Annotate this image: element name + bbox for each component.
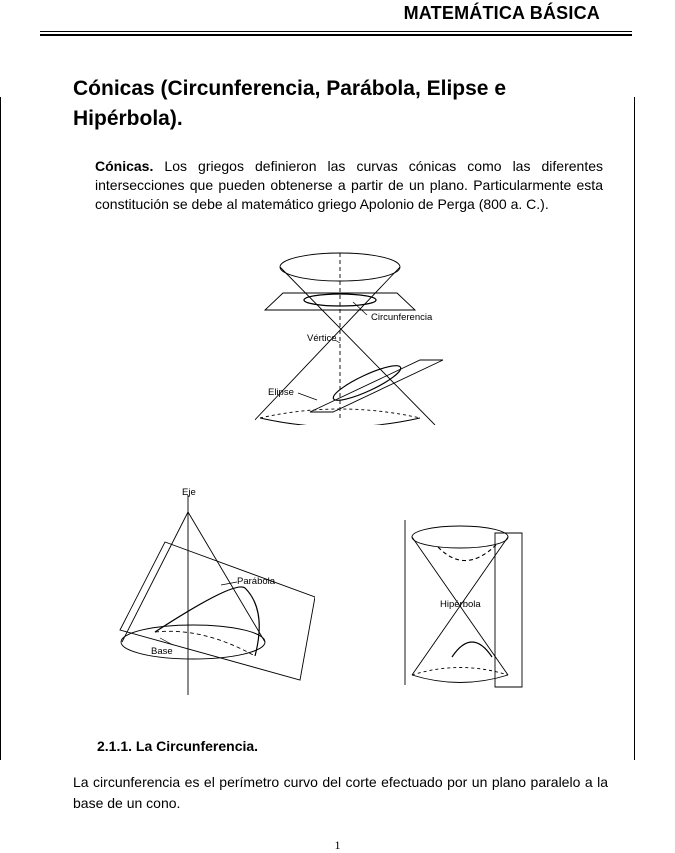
right-border-line	[634, 97, 635, 760]
running-header-title: MATEMÁTICA BÁSICA	[403, 3, 600, 23]
intro-text: Los griegos definieron las curvas cónicas como las diferentes intersecciones que pueden obtenerse a partir de un plano. Particularmente esta constitución se debe al matemático griego Apolonio de Perga (800 a. C.).	[95, 158, 603, 212]
intro-paragraph	[95, 157, 603, 214]
label-elipse: Elipse	[268, 387, 294, 398]
header-rule-bottom	[40, 34, 632, 36]
cone-generatrix-left	[280, 267, 435, 425]
cone-base	[121, 625, 265, 659]
section-title	[73, 74, 633, 134]
lower-cone-base-back	[412, 668, 508, 676]
label-vertice: Vértice	[307, 333, 337, 344]
subsection-heading: 2.1.1. La Circunferencia.	[97, 738, 259, 754]
section-title-line1: Cónicas (Circunferencia, Parábola, Elipse e	[73, 77, 506, 100]
hyperbola-lower-branch	[452, 642, 492, 657]
ellipse-section	[330, 360, 404, 406]
cone-side-left	[122, 512, 188, 642]
label-parabola: Parábola	[237, 576, 276, 587]
label-hiperbola: Hipérbola	[440, 599, 481, 610]
hyperbola-cone-figure	[400, 515, 535, 690]
cutting-plane	[120, 542, 315, 680]
label-eje: Eje	[182, 487, 196, 498]
double-cone-figure	[255, 250, 450, 425]
upper-cone-rim	[412, 526, 508, 548]
intro-term: Cónicas.	[95, 158, 154, 174]
section-title-line2: Hipérbola).	[73, 107, 183, 130]
cone-generatrix-right	[255, 267, 400, 425]
lower-cone-base-front	[260, 418, 420, 425]
header-rule-top	[40, 31, 632, 32]
vertical-cutting-plane	[495, 533, 522, 687]
page-number: 1	[334, 838, 341, 852]
oblique-cutting-plane	[310, 360, 443, 412]
parabola-cone-figure	[115, 480, 315, 700]
label-circunferencia: Circunferencia	[371, 312, 433, 323]
label-base: Base	[151, 646, 173, 657]
circunferencia-definition: La circunferencia es el perímetro curvo del corte efectuado por un plano paralelo a la base de un cono.	[73, 774, 608, 811]
lower-cone-base-front	[412, 675, 508, 683]
left-border-line	[0, 97, 1, 760]
